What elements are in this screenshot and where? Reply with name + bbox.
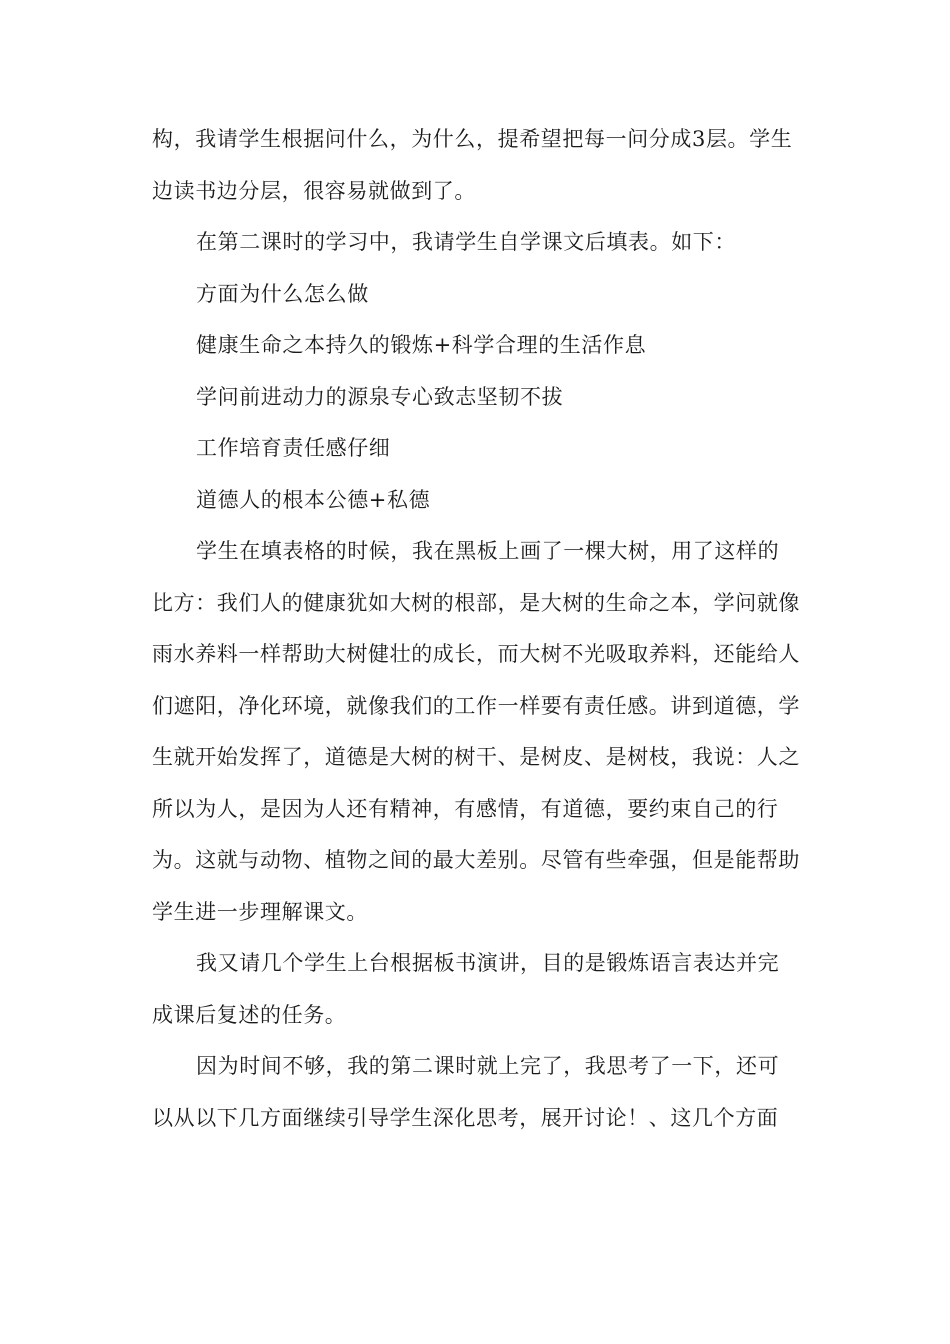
table-header-line: 方面为什么怎么做 (196, 281, 369, 306)
paragraph-speech: 我又请几个学生上台根据板书演讲，目的是锻炼语言表达并完成课后复述的任务。 (152, 951, 780, 1027)
table-row-health: 健康生命之本持久的锻炼+科学合理的生活作息 (196, 333, 647, 357)
paragraph-tree-metaphor: 学生在填表格的时候，我在黑板上画了一棵大树，用了这样的比方：我们人的健康犹如大树的根部，是大树的生命之本，学问就像雨水养料一样帮助大树健壮的成长，而大树不光吸取养料，还能给人们遮阳，净化环境，就像我们的工作一样要有责任感。讲到道德，学生就开始发挥了，道德是大树的树干、是树皮、是树枝，我说：人之所以为人，是因为人还有精神，有感情，有道德，要约束自己的行为。这就与动物、植物之间的最大差别。尽管有些牵强，但是能帮助学生进一步理解课文。 (152, 539, 800, 924)
paragraph-2: 在第二课时的学习中，我请学生自学课文后填表。如下： (196, 230, 736, 254)
paragraph-1: 构，我请学生根据问什么，为什么，提希望把每一问分成3层。学生边读书边分层，很容易就做到了。 (152, 127, 793, 203)
table-row-morality: 道德人的根本公德+私德 (196, 487, 431, 512)
table-row-work: 工作培育责任感仔细 (196, 436, 391, 460)
paragraph-reflection: 因为时间不够，我的第二课时就上完了，我思考了一下，还可以从以下几方面继续引导学生深化思考，展开讨论！、这几个方面 (152, 1054, 780, 1130)
document-body (152, 114, 800, 1144)
table-row-knowledge: 学问前进动力的源泉专心致志坚韧不拔 (196, 384, 564, 409)
